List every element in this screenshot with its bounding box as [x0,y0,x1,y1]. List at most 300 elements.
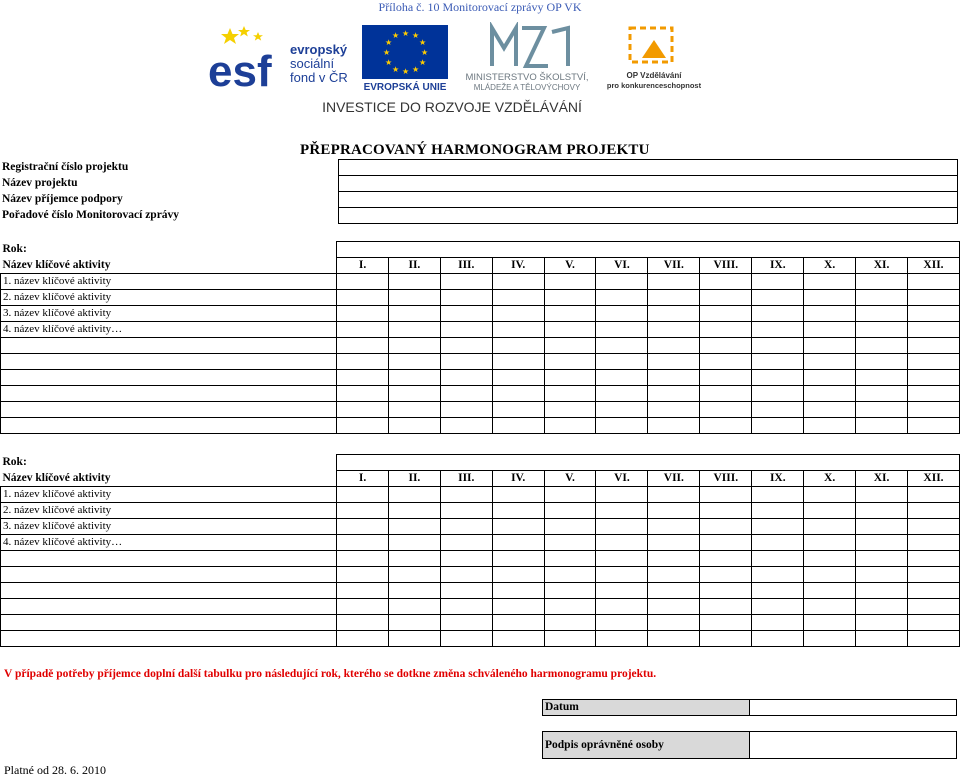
schedule-cell[interactable] [544,338,596,354]
schedule-cell[interactable] [337,599,389,615]
date-field[interactable] [750,700,957,716]
schedule-cell[interactable] [492,503,544,519]
schedule-cell[interactable] [752,338,804,354]
schedule-cell[interactable] [907,386,959,402]
schedule-cell[interactable] [440,567,492,583]
activity-row [1,274,960,290]
schedule-cell[interactable] [907,599,959,615]
authorized-signature-label: Podpis oprávněné osoby [543,732,750,759]
schedule-cell[interactable] [440,519,492,535]
schedule-cell[interactable] [856,503,908,519]
schedule-cell[interactable] [544,583,596,599]
schedule-cell[interactable] [907,519,959,535]
schedule-cell[interactable] [596,535,648,551]
schedule-cell[interactable] [492,631,544,647]
schedule-cell[interactable] [596,615,648,631]
month-header: IX. [752,258,804,274]
schedule-cell[interactable] [492,354,544,370]
schedule-cell[interactable] [388,567,440,583]
schedule-cell[interactable] [544,354,596,370]
schedule-cell[interactable] [752,354,804,370]
schedule-cell[interactable] [752,551,804,567]
schedule-cell[interactable] [337,274,389,290]
schedule-cell[interactable] [388,599,440,615]
schedule-cell[interactable] [388,354,440,370]
schedule-cell[interactable] [388,338,440,354]
schedule-cell[interactable] [907,274,959,290]
schedule-cell[interactable] [492,551,544,567]
schedule-cell[interactable] [337,503,389,519]
info-label: Registrační číslo projektu [2,161,129,173]
schedule-cell[interactable] [700,370,752,386]
schedule-cell[interactable] [492,535,544,551]
year-value-field[interactable] [337,242,960,258]
schedule-cell[interactable] [492,338,544,354]
schedule-cell[interactable] [752,615,804,631]
schedule-cell[interactable] [440,535,492,551]
schedule-cell[interactable] [440,551,492,567]
schedule-cell[interactable] [804,402,856,418]
schedule-cell[interactable] [804,583,856,599]
schedule-cell[interactable] [804,519,856,535]
schedule-cell[interactable] [596,306,648,322]
signature-field[interactable] [750,732,957,759]
schedule-cell[interactable] [544,551,596,567]
activity-row [1,503,960,519]
schedule-cell[interactable] [492,402,544,418]
schedule-cell[interactable] [337,551,389,567]
activity-name-cell[interactable] [1,402,337,418]
activity-name-cell[interactable]: 2. název klíčové aktivity [1,503,337,519]
schedule-cell[interactable] [544,418,596,434]
schedule-cell[interactable] [804,354,856,370]
schedule-cell[interactable] [907,322,959,338]
schedule-cell[interactable] [907,583,959,599]
schedule-cell[interactable] [388,386,440,402]
schedule-cell[interactable] [440,402,492,418]
activity-row [1,551,960,567]
schedule-cell[interactable] [700,487,752,503]
month-header-row [1,471,960,487]
schedule-cell[interactable] [388,274,440,290]
svg-text:EVROPSKÁ UNIE: EVROPSKÁ UNIE [363,82,447,93]
schedule-cell[interactable] [804,487,856,503]
activity-row [1,402,960,418]
schedule-cell[interactable] [700,354,752,370]
schedule-cell[interactable] [544,290,596,306]
schedule-cell[interactable] [596,418,648,434]
schedule-cell[interactable] [337,583,389,599]
schedule-cell[interactable] [856,386,908,402]
schedule-cell[interactable] [700,503,752,519]
schedule-cell[interactable] [440,306,492,322]
schedule-cell[interactable] [388,487,440,503]
schedule-cell[interactable] [856,583,908,599]
schedule-cell[interactable] [492,386,544,402]
activity-name-cell[interactable] [1,567,337,583]
schedule-cell[interactable] [544,519,596,535]
schedule-cell[interactable] [388,503,440,519]
schedule-cell[interactable] [856,599,908,615]
activity-row [1,615,960,631]
header-note: Příloha č. 10 Monitorovací zprávy OP VK [378,0,582,14]
activity-name-cell[interactable]: 4. název klíčové aktivity… [1,535,337,551]
schedule-cell[interactable] [752,599,804,615]
schedule-cell[interactable] [907,402,959,418]
schedule-cell[interactable] [596,487,648,503]
schedule-cell[interactable] [596,370,648,386]
schedule-cell[interactable] [388,631,440,647]
schedule-cell[interactable] [907,551,959,567]
schedule-cell[interactable] [544,567,596,583]
schedule-cell[interactable] [544,503,596,519]
schedule-cell[interactable] [596,338,648,354]
schedule-cell[interactable] [907,354,959,370]
activity-row [1,583,960,599]
schedule-cell[interactable] [856,338,908,354]
schedule-cell[interactable] [856,322,908,338]
schedule-cell[interactable] [388,583,440,599]
schedule-cell[interactable] [648,631,700,647]
activity-name-cell[interactable]: 1. název klíčové aktivity [1,487,337,503]
schedule-cell[interactable] [804,631,856,647]
schedule-cell[interactable] [752,487,804,503]
schedule-cell[interactable] [804,418,856,434]
schedule-cell[interactable] [492,487,544,503]
activity-name-cell[interactable]: 3. název klíčové aktivity [1,306,337,322]
schedule-cell[interactable] [596,354,648,370]
activity-name-cell[interactable]: 1. název klíčové aktivity [1,274,337,290]
schedule-cell[interactable] [804,615,856,631]
schedule-cell[interactable] [856,615,908,631]
schedule-cell[interactable] [596,599,648,615]
schedule-cell[interactable] [492,322,544,338]
schedule-cell[interactable] [544,631,596,647]
schedule-cell[interactable] [648,535,700,551]
schedule-cell[interactable] [440,386,492,402]
schedule-cell[interactable] [648,583,700,599]
schedule-cell[interactable] [700,338,752,354]
month-header: X. [804,471,856,487]
schedule-cell[interactable] [856,535,908,551]
activity-row [1,535,960,551]
schedule-cell[interactable] [492,306,544,322]
schedule-cell[interactable] [804,338,856,354]
schedule-cell[interactable] [440,274,492,290]
schedule-cell[interactable] [752,583,804,599]
activity-name-cell[interactable] [1,386,337,402]
schedule-cell[interactable] [907,503,959,519]
schedule-cell[interactable] [648,338,700,354]
schedule-cell[interactable] [700,631,752,647]
schedule-cell[interactable] [440,487,492,503]
schedule-cell[interactable] [804,306,856,322]
schedule-cell[interactable] [440,370,492,386]
svg-text:OP Vzdělávání: OP Vzdělávání [626,71,682,80]
activity-name-cell[interactable] [1,631,337,647]
schedule-cell[interactable] [804,535,856,551]
info-value-field[interactable] [339,192,958,208]
activity-row [1,386,960,402]
schedule-table [0,241,960,434]
activity-name-cell[interactable] [1,551,337,567]
schedule-cell[interactable] [440,583,492,599]
activity-name-cell[interactable] [1,583,337,599]
schedule-cell[interactable] [388,551,440,567]
schedule-cell[interactable] [804,370,856,386]
info-value-field[interactable] [339,176,958,192]
schedule-cell[interactable] [596,551,648,567]
schedule-cell[interactable] [596,290,648,306]
schedule-cell[interactable] [856,402,908,418]
schedule-cell[interactable] [337,290,389,306]
schedule-cell[interactable] [648,519,700,535]
schedule-cell[interactable] [752,306,804,322]
schedule-cell[interactable] [492,567,544,583]
month-header: XI. [856,471,908,487]
schedule-cell[interactable] [440,322,492,338]
svg-text:★: ★ [412,31,420,40]
schedule-cell[interactable] [337,306,389,322]
schedule-cell[interactable] [388,290,440,306]
schedule-cell[interactable] [337,386,389,402]
schedule-cell[interactable] [440,290,492,306]
schedule-cell[interactable] [752,519,804,535]
schedule-cell[interactable] [388,615,440,631]
schedule-cell[interactable] [492,615,544,631]
schedule-cell[interactable] [440,503,492,519]
schedule-cell[interactable] [492,274,544,290]
schedule-cell[interactable] [856,274,908,290]
schedule-cell[interactable] [596,583,648,599]
schedule-cell[interactable] [544,615,596,631]
schedule-cell[interactable] [337,370,389,386]
schedule-cell[interactable] [544,386,596,402]
schedule-cell[interactable] [907,631,959,647]
schedule-cell[interactable] [752,631,804,647]
schedule-cell[interactable] [752,535,804,551]
month-header: IX. [752,471,804,487]
schedule-cell[interactable] [440,418,492,434]
schedule-cell[interactable] [700,615,752,631]
schedule-cell[interactable] [648,599,700,615]
schedule-cell[interactable] [337,354,389,370]
schedule-cell[interactable] [700,274,752,290]
schedule-cell[interactable] [544,322,596,338]
schedule-cell[interactable] [752,274,804,290]
schedule-cell[interactable] [544,599,596,615]
activity-name-cell[interactable] [1,615,337,631]
schedule-cell[interactable] [907,487,959,503]
schedule-cell[interactable] [856,567,908,583]
schedule-cell[interactable] [856,519,908,535]
schedule-cell[interactable] [752,402,804,418]
svg-text:★: ★ [392,65,400,74]
info-value-field[interactable] [339,160,958,176]
schedule-cell[interactable] [700,306,752,322]
schedule-cell[interactable] [907,370,959,386]
schedule-cell[interactable] [337,631,389,647]
svg-text:★: ★ [383,48,391,57]
schedule-cell[interactable] [388,519,440,535]
schedule-cell[interactable] [648,354,700,370]
schedule-cell[interactable] [544,402,596,418]
schedule-cell[interactable] [388,402,440,418]
schedule-cell[interactable] [544,535,596,551]
schedule-cell[interactable] [337,615,389,631]
schedule-cell[interactable] [907,290,959,306]
schedule-cell[interactable] [856,306,908,322]
activity-row [1,631,960,647]
schedule-cell[interactable] [337,519,389,535]
schedule-cell[interactable] [648,418,700,434]
schedule-cell[interactable] [648,567,700,583]
schedule-cell[interactable] [752,567,804,583]
svg-text:evropský: evropský [290,42,348,57]
schedule-cell[interactable] [337,418,389,434]
activity-name-cell[interactable] [1,338,337,354]
schedule-cell[interactable] [752,370,804,386]
schedule-cell[interactable] [752,418,804,434]
investice-slogan-logo [320,96,620,118]
schedule-cell[interactable] [700,535,752,551]
activity-name-cell[interactable]: 3. název klíčové aktivity [1,519,337,535]
activity-name-cell[interactable] [1,599,337,615]
schedule-cell[interactable] [596,322,648,338]
schedule-cell[interactable] [596,631,648,647]
schedule-cell[interactable] [337,402,389,418]
schedule-cell[interactable] [907,567,959,583]
schedule-cell[interactable] [440,599,492,615]
schedule-cell[interactable] [596,274,648,290]
schedule-cell[interactable] [752,322,804,338]
schedule-cell[interactable] [544,306,596,322]
schedule-cell[interactable] [856,631,908,647]
schedule-cell[interactable] [648,503,700,519]
schedule-cell[interactable] [752,386,804,402]
schedule-cell[interactable] [596,386,648,402]
schedule-cell[interactable] [388,418,440,434]
schedule-cell[interactable] [388,306,440,322]
schedule-cell[interactable] [337,322,389,338]
schedule-cell[interactable] [648,274,700,290]
schedule-cell[interactable] [337,487,389,503]
schedule-cell[interactable] [804,599,856,615]
activity-name-cell[interactable] [1,418,337,434]
schedule-cell[interactable] [337,338,389,354]
schedule-cell[interactable] [700,583,752,599]
schedule-cell[interactable] [492,418,544,434]
schedule-cell[interactable] [388,370,440,386]
schedule-cell[interactable] [544,274,596,290]
activity-name-cell[interactable]: 2. název klíčové aktivity [1,290,337,306]
schedule-cell[interactable] [596,402,648,418]
month-header: III. [440,258,492,274]
schedule-cell[interactable] [856,354,908,370]
schedule-cell[interactable] [492,583,544,599]
schedule-cell[interactable] [700,322,752,338]
schedule-cell[interactable] [700,567,752,583]
schedule-cell[interactable] [596,567,648,583]
schedule-cell[interactable] [907,306,959,322]
schedule-cell[interactable] [648,551,700,567]
schedule-cell[interactable] [440,338,492,354]
schedule-cell[interactable] [856,290,908,306]
year-value-field[interactable] [337,455,960,471]
activity-name-cell[interactable] [1,354,337,370]
schedule-cell[interactable] [700,551,752,567]
schedule-table [0,454,960,647]
schedule-cell[interactable] [804,274,856,290]
schedule-cell[interactable] [440,354,492,370]
schedule-cell[interactable] [700,290,752,306]
schedule-cell[interactable] [492,519,544,535]
schedule-cell[interactable] [700,418,752,434]
schedule-cell[interactable] [440,615,492,631]
schedule-cell[interactable] [804,386,856,402]
schedule-cell[interactable] [700,519,752,535]
schedule-cell[interactable] [700,402,752,418]
schedule-cell[interactable] [544,370,596,386]
schedule-cell[interactable] [648,306,700,322]
schedule-cell[interactable] [907,535,959,551]
schedule-cell[interactable] [648,487,700,503]
schedule-cell[interactable] [648,386,700,402]
schedule-cell[interactable] [804,290,856,306]
month-header: III. [440,471,492,487]
schedule-cell[interactable] [440,631,492,647]
schedule-cell[interactable] [856,487,908,503]
valid-from-note: Platné od 28. 6. 2010 [4,763,106,777]
activity-row [1,290,960,306]
schedule-cell[interactable] [804,322,856,338]
schedule-cell[interactable] [337,535,389,551]
schedule-cell[interactable] [596,519,648,535]
schedule-cell[interactable] [700,599,752,615]
schedule-cell[interactable] [388,535,440,551]
schedule-cell[interactable] [907,615,959,631]
info-value-field[interactable] [339,208,958,224]
schedule-cell[interactable] [648,370,700,386]
schedule-cell[interactable] [907,418,959,434]
schedule-cell[interactable] [856,418,908,434]
schedule-cell[interactable] [752,290,804,306]
schedule-cell[interactable] [856,551,908,567]
schedule-cell[interactable] [648,290,700,306]
schedule-cell[interactable] [907,338,959,354]
schedule-cell[interactable] [804,503,856,519]
activity-name-cell[interactable]: 4. název klíčové aktivity… [1,322,337,338]
schedule-cell[interactable] [492,599,544,615]
schedule-cell[interactable] [544,487,596,503]
schedule-cell[interactable] [492,370,544,386]
schedule-cell[interactable] [700,386,752,402]
schedule-cell[interactable] [804,551,856,567]
schedule-cell[interactable] [492,290,544,306]
schedule-cell[interactable] [596,503,648,519]
schedule-cell[interactable] [752,503,804,519]
svg-text:MLÁDEŽE A TĚLOVÝCHOVY: MLÁDEŽE A TĚLOVÝCHOVY [473,83,581,92]
schedule-cell[interactable] [856,370,908,386]
activity-name-cell[interactable] [1,370,337,386]
schedule-cell[interactable] [337,567,389,583]
month-header: VIII. [700,258,752,274]
schedule-cell[interactable] [804,567,856,583]
schedule-cell[interactable] [648,615,700,631]
schedule-cell[interactable] [648,322,700,338]
schedule-cell[interactable] [388,322,440,338]
schedule-cell[interactable] [648,402,700,418]
